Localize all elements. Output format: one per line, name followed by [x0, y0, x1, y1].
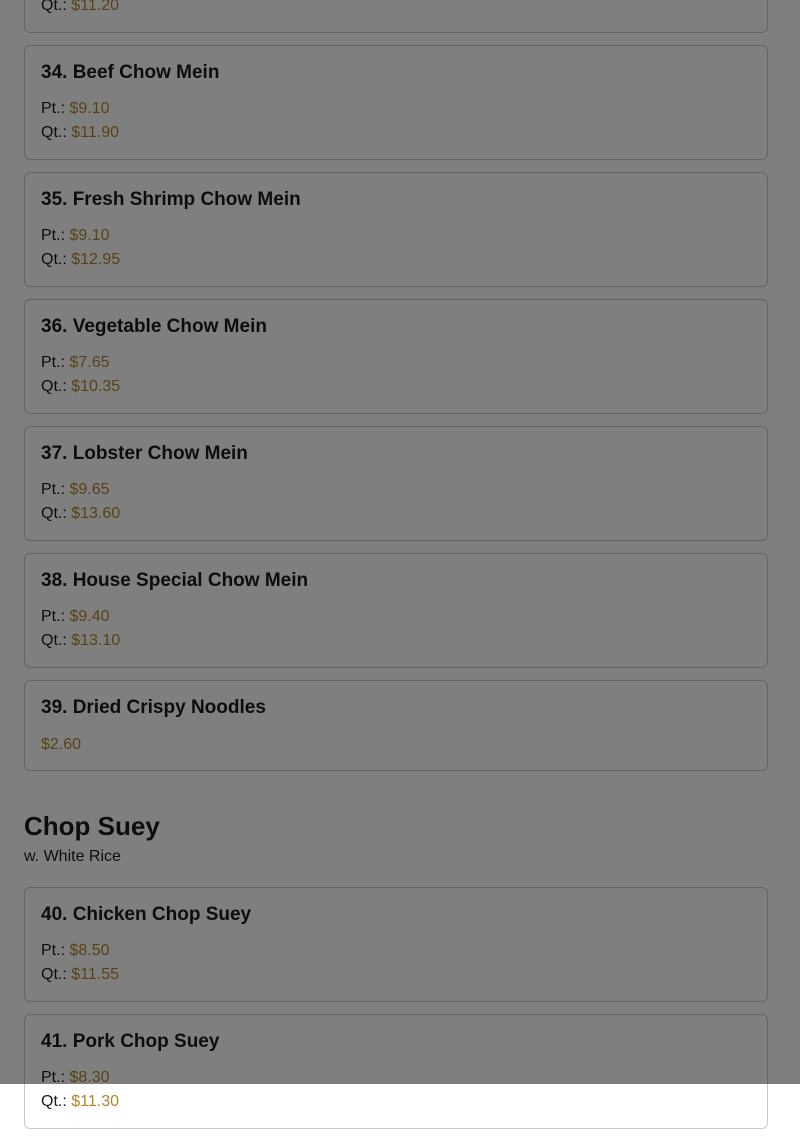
- quart-price: $11.30: [71, 1093, 119, 1110]
- quart-label: Qt.:: [41, 1093, 67, 1110]
- quart-price-line: [41, 1090, 751, 1114]
